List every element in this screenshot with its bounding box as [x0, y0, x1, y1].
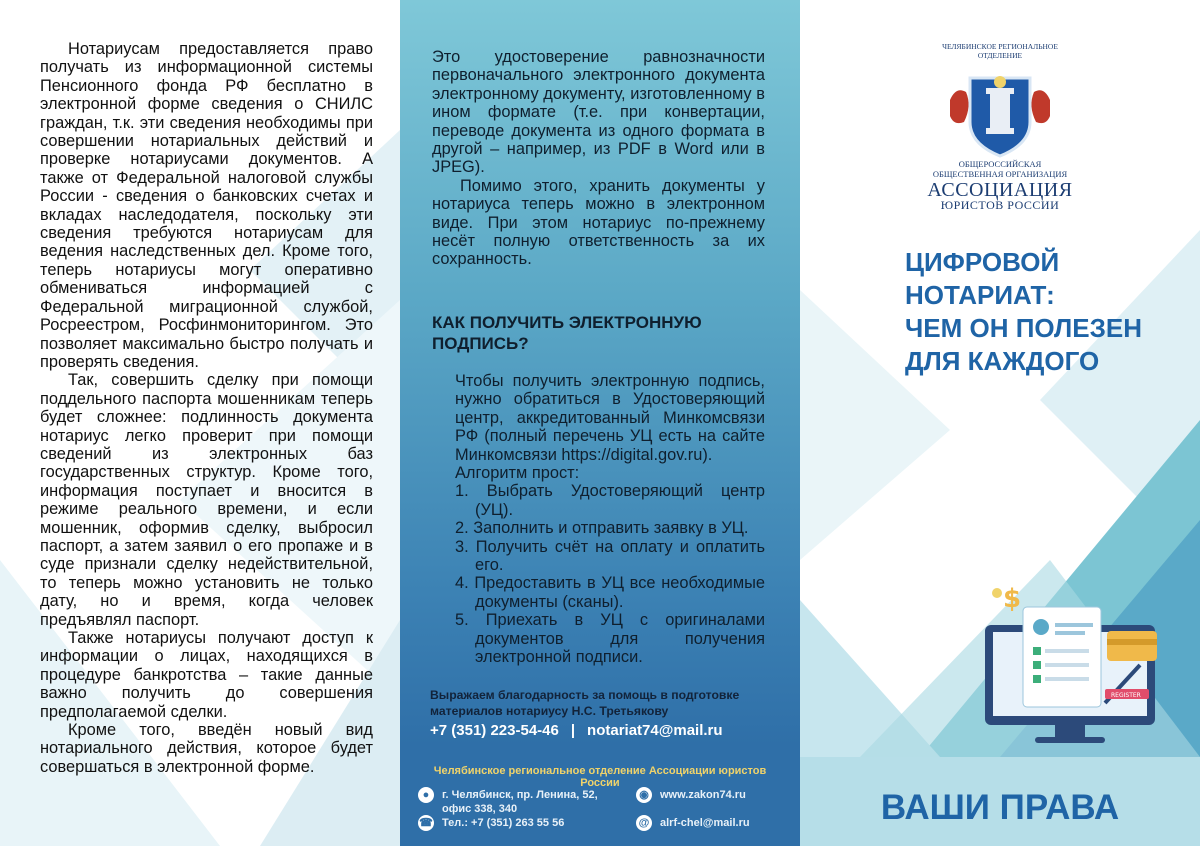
your-rights-title: ВАШИ ПРАВА — [880, 788, 1120, 827]
middle-panel — [400, 0, 800, 846]
algorithm-step: 2. Заполнить и отправить заявку в УЦ. — [455, 519, 749, 538]
logo-name: АССОЦИАЦИЯ — [927, 179, 1073, 201]
algorithm-step: 1. Выбрать Удостоверяющий центр (УЦ). — [455, 482, 765, 519]
logo-org-caption — [915, 160, 1085, 179]
footer-phone[interactable] — [418, 815, 564, 831]
logo-caption — [930, 42, 1070, 60]
acknowledgement: Выражаем благодарность за помощь в подготовке материалов нотариусу Н.С. Третьякову — [430, 688, 740, 718]
contact-email[interactable]: notariat74@mail.ru — [587, 722, 723, 739]
brochure-title — [905, 246, 1195, 378]
contact-row — [430, 722, 780, 739]
footer-email-text: alrf-chel@mail.ru — [660, 816, 750, 829]
how-to-text: Чтобы получить электронную подпись, нужно обратиться в Удостоверяющий центр, аккредитованный Минкомсвязи РФ (полный перечень УЦ есть на сайте Минкомсвязи https://digital.gov.ru). — [455, 372, 765, 464]
address-line-1: г. Челябинск, пр. Ленина, 52, — [442, 788, 598, 801]
logo-org-line: ОБЩЕРОССИЙСКАЯ — [958, 159, 1042, 169]
digital-signature-illustration — [975, 585, 1175, 750]
illustration-button-label: REGISTER — [1111, 692, 1141, 699]
title-line: ЦИФРОВОЙ — [905, 247, 1060, 277]
algorithm-step: 5. Приехать в УЦ с оригиналами документов для получения электронной подписи. — [455, 611, 765, 667]
logo-org-line: ОБЩЕСТВЕННАЯ ОРГАНИЗАЦИЯ — [932, 168, 1068, 179]
left-paragraph: Также нотариусы получают доступ к информации о лицах, находящихся в процедуре банкротства – такие данные важно получить до совершения предполагаемой сделки. — [40, 629, 373, 721]
how-to-block — [455, 372, 765, 667]
left-paragraph: Нотариусам предоставляется право получать из информационной системы Пенсионного фонда РФ бесплатно в электронной форме сведения о СНИЛС граждан, т.к. эти сведения необходимы при совершении нотариальных действий и проверке нотариусами документов. А также от Федеральной налоговой службы России - сведения о банковских счетах и вкладах наследодателя, поскольку эти сведения требуются нотариусам для ведения наследственных дел. Кроме того, теперь нотариусы могут оперативно обмениваться информацией с Федеральной миграционной службой, Росреестром, Росфинмониторингом. Это позволяет максимально быстро получать и проверять сведения. — [40, 40, 373, 371]
phone-icon: ☎ — [419, 817, 433, 829]
footer-title: Челябинское региональное отделение Ассоциации юристов России — [433, 765, 767, 789]
address-line-2: офис 338, 340 — [442, 803, 518, 815]
title-line: НОТАРИАТ: — [905, 280, 1055, 310]
footer-website[interactable] — [636, 787, 746, 803]
svg-text:$: $ — [1003, 585, 1022, 614]
left-panel — [0, 0, 400, 846]
middle-paragraph: Это удостоверение равнозначности первоначального электронного документа электронному документу, изготовленному в ином формате (т.е. при конвертации, переводе документа из одного формата в другой – например, из PDF в Word или в JPEG). — [432, 48, 765, 177]
left-paragraph: Кроме того, введён новый вид нотариального действия, которое будет совершаться в электронной форме. — [40, 721, 373, 776]
section-heading: КАК ПОЛУЧИТЬ ЭЛЕКТРОННУЮ ПОДПИСЬ? — [432, 313, 702, 353]
algorithm-steps — [455, 482, 765, 666]
logo-caption-line: ОТДЕЛЕНИЕ — [977, 51, 1023, 60]
algorithm-step: 3. Получить счёт на оплату и оплатить его. — [455, 537, 765, 575]
logo-name-2: ЮРИСТОВ РОССИИ — [940, 198, 1060, 212]
footer-email[interactable] — [636, 815, 750, 831]
footer-tel: Тел.: +7 (351) 263 55 56 — [442, 816, 565, 829]
separator: | — [570, 722, 576, 739]
location-pin-icon: ● — [418, 787, 434, 803]
left-paragraph: Так, совершить сделку при помощи поддельного паспорта мошенникам теперь будет сложнее: подлинность документа нотариус легко проверит при помощи сведений из электронных баз государственных структур. Кроме того, информация поступает и вносится в режиме реального времени, и если мошенник, оформив сделку, выбросил паспорт, а затем заявил о его пропаже и в суде признали сделку недействительной, то теперь можно установить не только дату, но и время, когда человек предъявлял паспорт. — [40, 371, 373, 629]
contacts-footer — [400, 755, 800, 846]
globe-icon: ◉ — [636, 787, 652, 803]
email-icon: @ — [636, 815, 652, 831]
algorithm-label: Алгоритм прост: — [455, 464, 580, 483]
footer-address — [418, 787, 598, 816]
website-link: www.zakon74.ru — [660, 788, 746, 801]
title-line: ДЛЯ КАЖДОГО — [905, 346, 1100, 376]
algorithm-step: 4. Предоставить в УЦ все необходимые документы (сканы). — [455, 574, 765, 611]
cover-panel — [800, 0, 1200, 846]
title-line: ЧЕМ ОН ПОЛЕЗЕН — [905, 313, 1142, 343]
association-emblem — [942, 66, 1058, 158]
middle-body-text — [432, 48, 765, 269]
left-body-text — [40, 40, 373, 776]
logo-caption-line: ЧЕЛЯБИНСКОЕ РЕГИОНАЛЬНОЕ — [942, 42, 1058, 51]
phone-number[interactable]: +7 (351) 223-54-46 — [430, 722, 559, 739]
middle-paragraph: Помимо этого, хранить документы у нотариуса теперь можно в электронном виде. При этом нотариус по-прежнему несёт полную ответственность за их сохранность. — [432, 176, 765, 269]
